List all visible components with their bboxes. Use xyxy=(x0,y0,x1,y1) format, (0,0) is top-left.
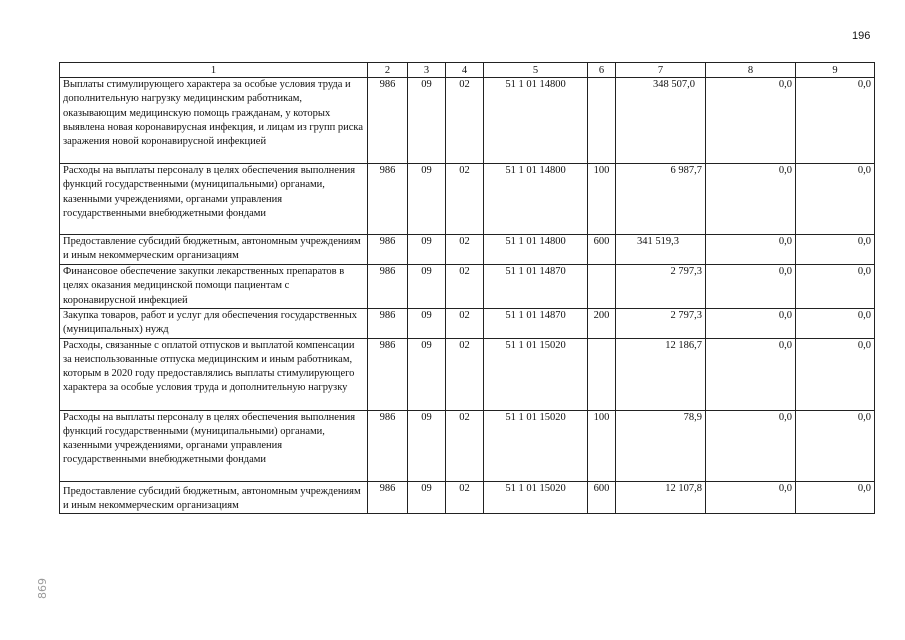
cell-ved: 986 xyxy=(368,235,408,265)
cell-rz: 09 xyxy=(408,338,446,410)
row-description: Финансовое обеспечение закупки лекарственных препаратов в целях оказания медицинской помощи пациентам с коронавирусной инфекцией xyxy=(60,265,368,309)
column-header: 4 xyxy=(446,63,484,78)
cell-col9: 0,0 xyxy=(796,78,875,164)
cell-col8: 0,0 xyxy=(706,410,796,481)
column-header: 8 xyxy=(706,63,796,78)
cell-rz: 09 xyxy=(408,309,446,339)
cell-pr: 02 xyxy=(446,481,484,514)
cell-sum: 348 507,0 xyxy=(616,78,706,164)
column-header: 6 xyxy=(588,63,616,78)
cell-rz: 09 xyxy=(408,78,446,164)
column-header: 1 xyxy=(60,63,368,78)
column-header: 3 xyxy=(408,63,446,78)
cell-rz: 09 xyxy=(408,410,446,481)
cell-sum: 78,9 xyxy=(616,410,706,481)
cell-sum: 2 797,3 xyxy=(616,265,706,309)
cell-col9: 0,0 xyxy=(796,265,875,309)
row-description: Расходы на выплаты персоналу в целях обеспечения выполнения функций государственными (муниципальными) органами, казенными учреждениями, органами управления государственными внебюджетными фондами xyxy=(60,410,368,481)
cell-col9: 0,0 xyxy=(796,164,875,235)
table-row xyxy=(60,481,875,514)
cell-rz: 09 xyxy=(408,164,446,235)
cell-vr: 100 xyxy=(588,410,616,481)
cell-col8: 0,0 xyxy=(706,481,796,514)
cell-sum: 12 186,7 xyxy=(616,338,706,410)
row-description: Закупка товаров, работ и услуг для обеспечения государственных (муниципальных) нужд xyxy=(60,309,368,339)
cell-col9: 0,0 xyxy=(796,235,875,265)
cell-vr: 600 xyxy=(588,481,616,514)
cell-col8: 0,0 xyxy=(706,164,796,235)
cell-col8: 0,0 xyxy=(706,265,796,309)
cell-sum: 341 519,3 xyxy=(616,235,706,265)
cell-pr: 02 xyxy=(446,78,484,164)
column-header: 7 xyxy=(616,63,706,78)
cell-csr: 51 1 01 15020 xyxy=(484,338,588,410)
cell-ved: 986 xyxy=(368,164,408,235)
cell-sum: 2 797,3 xyxy=(616,309,706,339)
cell-rz: 09 xyxy=(408,481,446,514)
row-description: Расходы, связанные с оплатой отпусков и выплатой компенсации за неиспользованные отпуска медицинским и иным работникам, которым в 2020 году предоставлялись выплаты стимулирующего характера за особые условия труда и дополнительную нагрузку xyxy=(60,338,368,410)
cell-vr xyxy=(588,338,616,410)
column-header: 9 xyxy=(796,63,875,78)
column-header: 2 xyxy=(368,63,408,78)
row-description: Предоставление субсидий бюджетным, автономным учреждениям и иным некоммерческим организациям xyxy=(60,481,368,514)
cell-ved: 986 xyxy=(368,410,408,481)
table-row xyxy=(60,338,875,410)
table-row xyxy=(60,309,875,339)
margin-handwritten-marks: 869 xyxy=(36,578,49,599)
cell-csr: 51 1 01 15020 xyxy=(484,481,588,514)
column-header: 5 xyxy=(484,63,588,78)
cell-ved: 986 xyxy=(368,338,408,410)
cell-vr xyxy=(588,78,616,164)
table-row xyxy=(60,78,875,164)
cell-rz: 09 xyxy=(408,265,446,309)
page-number: 196 xyxy=(852,30,871,42)
cell-col9: 0,0 xyxy=(796,309,875,339)
cell-pr: 02 xyxy=(446,410,484,481)
table-row xyxy=(60,235,875,265)
row-description: Расходы на выплаты персоналу в целях обеспечения выполнения функций государственными (муниципальными) органами, казенными учреждениями, органами управления государственными внебюджетными фондами xyxy=(60,164,368,235)
cell-csr: 51 1 01 14800 xyxy=(484,235,588,265)
cell-vr: 200 xyxy=(588,309,616,339)
table-row xyxy=(60,410,875,481)
cell-sum: 12 107,8 xyxy=(616,481,706,514)
cell-col9: 0,0 xyxy=(796,410,875,481)
cell-ved: 986 xyxy=(368,265,408,309)
cell-pr: 02 xyxy=(446,265,484,309)
cell-pr: 02 xyxy=(446,309,484,339)
cell-col9: 0,0 xyxy=(796,338,875,410)
table-row xyxy=(60,164,875,235)
budget-table xyxy=(59,62,875,514)
cell-vr: 100 xyxy=(588,164,616,235)
cell-vr xyxy=(588,265,616,309)
cell-pr: 02 xyxy=(446,338,484,410)
table-header-row xyxy=(60,63,875,78)
cell-csr: 51 1 01 14870 xyxy=(484,309,588,339)
cell-csr: 51 1 01 14800 xyxy=(484,164,588,235)
cell-col8: 0,0 xyxy=(706,309,796,339)
cell-ved: 986 xyxy=(368,78,408,164)
cell-sum: 6 987,7 xyxy=(616,164,706,235)
cell-rz: 09 xyxy=(408,235,446,265)
cell-col8: 0,0 xyxy=(706,78,796,164)
cell-pr: 02 xyxy=(446,164,484,235)
table-row xyxy=(60,265,875,309)
cell-col8: 0,0 xyxy=(706,235,796,265)
row-description: Выплаты стимулирующего характера за особые условия труда и дополнительную нагрузку медицинским работникам, оказывающим медицинскую помощь гражданам, у которых выявлена новая коронавирусная инфекция, и лицам из групп риска заражения новой коронавирусной инфекцией xyxy=(60,78,368,164)
cell-ved: 986 xyxy=(368,309,408,339)
cell-col9: 0,0 xyxy=(796,481,875,514)
cell-vr: 600 xyxy=(588,235,616,265)
cell-csr: 51 1 01 14800 xyxy=(484,78,588,164)
cell-csr: 51 1 01 15020 xyxy=(484,410,588,481)
cell-col8: 0,0 xyxy=(706,338,796,410)
row-description: Предоставление субсидий бюджетным, автономным учреждениям и иным некоммерческим организациям xyxy=(60,235,368,265)
cell-ved: 986 xyxy=(368,481,408,514)
cell-pr: 02 xyxy=(446,235,484,265)
cell-csr: 51 1 01 14870 xyxy=(484,265,588,309)
